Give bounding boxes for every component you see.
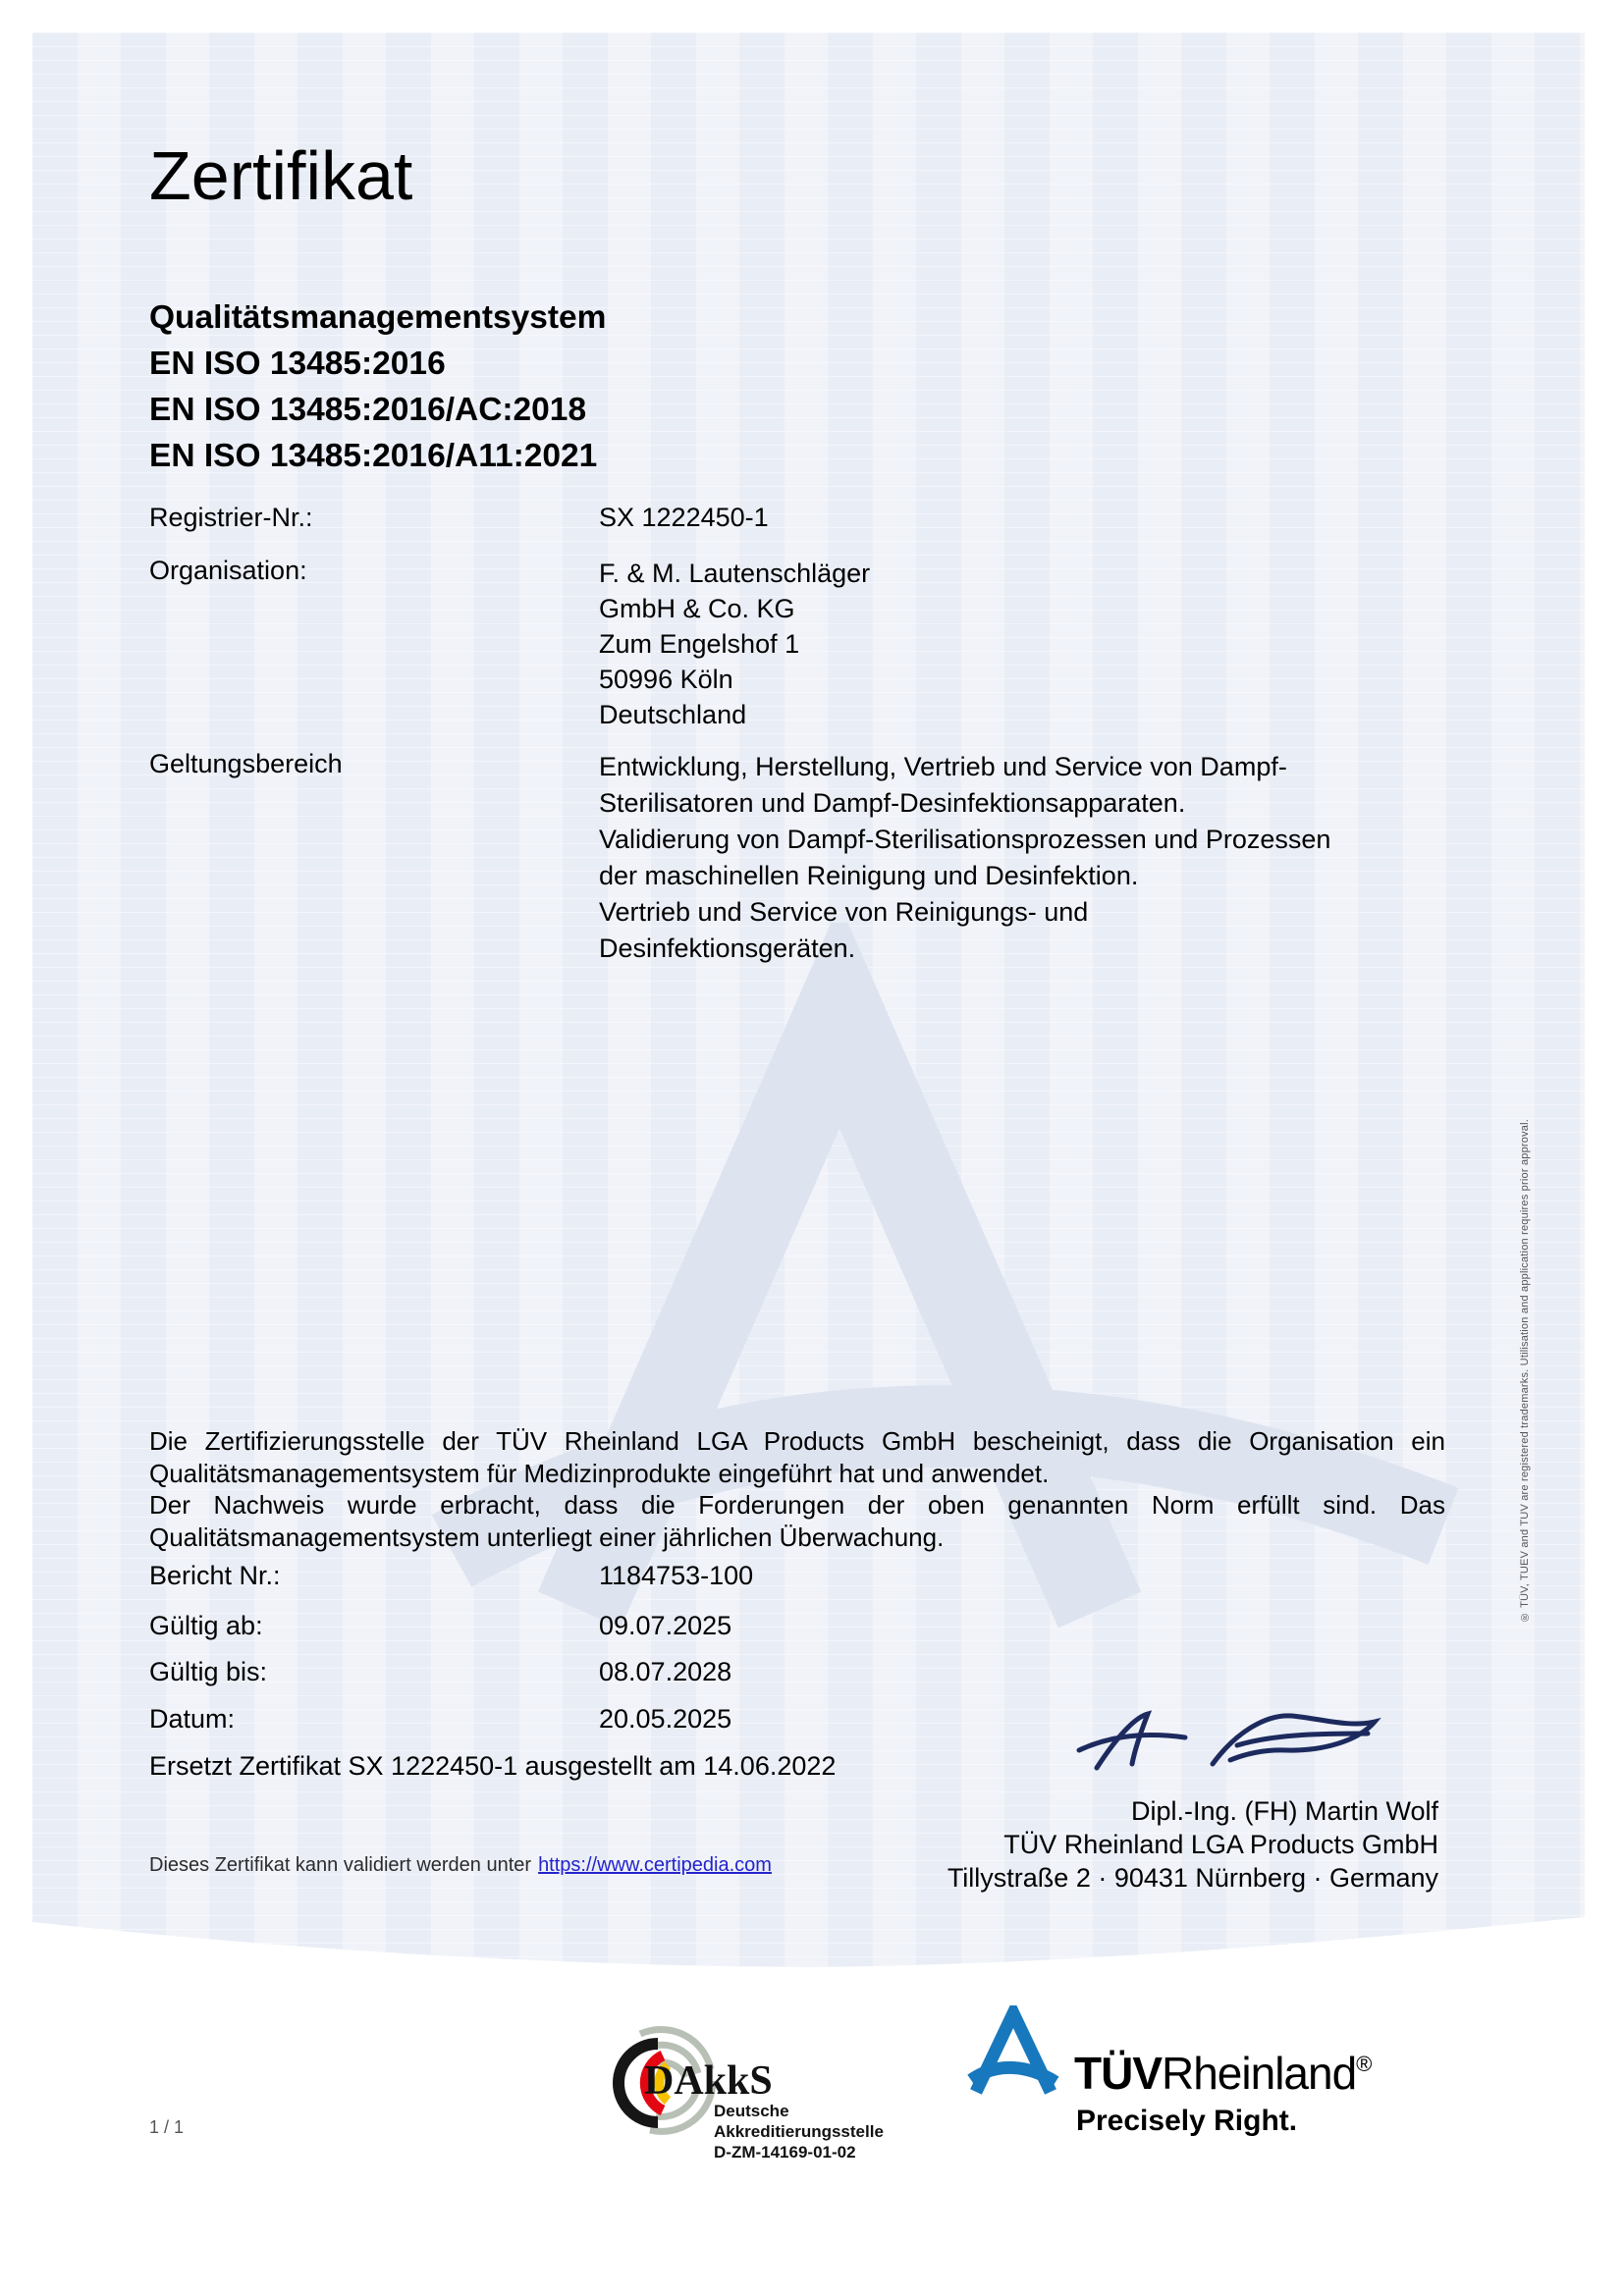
dakks-subtitle-line1: Deutsche: [714, 2102, 789, 2120]
organisation-address: [599, 556, 870, 732]
registry-value: SX 1222450-1: [599, 503, 769, 532]
validation-text: Dieses Zertifikat kann validiert werden unter: [149, 1854, 532, 1876]
issue-date-value: 20.05.2025: [599, 1704, 732, 1734]
trademark-side-note: ® TÜV, TUEV and TUV are registered trademarks. Utilisation and application requires prior approval.: [1519, 1119, 1531, 1624]
standards-heading: Qualitätsmanagementsystem: [149, 299, 607, 336]
tuv-name: Rheinland: [1162, 2048, 1357, 2099]
signer-company: TÜV Rheinland LGA Products GmbH: [1003, 1830, 1438, 1859]
validation-line: [149, 1854, 772, 1877]
standards-block: [149, 294, 606, 479]
valid-until-value: 08.07.2028: [599, 1657, 732, 1686]
valid-from-value: 09.07.2025: [599, 1611, 732, 1640]
organisation-label: Organisation:: [149, 556, 307, 585]
dakks-accreditation-number: D-ZM-14169-01-02: [714, 2143, 856, 2162]
dakks-wordmark: DAkkS: [644, 2058, 773, 2104]
organisation-line: F. & M. Lautenschläger: [599, 559, 871, 588]
page-title: Zertifikat: [149, 137, 413, 214]
tuv-triangle-watermark: [422, 923, 1463, 1708]
scope-line: Validierung von Dampf-Sterilisationsprozessen und Prozessen: [599, 825, 1331, 854]
tuv-rheinland-triangle-icon: [966, 2005, 1060, 2108]
statement-paragraph: Der Nachweis wurde erbracht, dass die Forderungen der oben genannten Norm erfüllt sind. Das Qualitätsmanagementsystem unterliegt einer jährlichen Überwachung.: [149, 1490, 1445, 1552]
scope-label: Geltungsbereich: [149, 749, 343, 778]
replacement-note: Ersetzt Zertifikat SX 1222450-1 ausgestellt am 14.06.2022: [149, 1751, 837, 1781]
certipedia-link[interactable]: https://www.certipedia.com: [538, 1854, 772, 1876]
organisation-line: GmbH & Co. KG: [599, 594, 795, 623]
dakks-subtitle-line2: Akkreditierungsstelle: [714, 2122, 884, 2141]
valid-from-label: Gültig ab:: [149, 1611, 263, 1640]
scope-line: Sterilisatoren und Dampf-Desinfektionsapparaten.: [599, 788, 1186, 818]
report-number-value: 1184753-100: [599, 1561, 754, 1590]
signer-block: [884, 1794, 1438, 1895]
registry-label: Registrier-Nr.:: [149, 503, 313, 532]
standard-line: EN ISO 13485:2016: [149, 346, 446, 382]
scope-line: Entwicklung, Herstellung, Vertrieb und Service von Dampf-: [599, 752, 1287, 781]
standard-line: EN ISO 13485:2016/AC:2018: [149, 392, 587, 428]
paper-bottom-wave: [32, 1885, 1585, 1975]
statement-paragraph: Die Zertifizierungsstelle der TÜV Rheinland LGA Products GmbH bescheinigt, dass die Organisation ein Qualitätsmanagementsystem für Medizinprodukte eingeführt hat und anwendet.: [149, 1426, 1445, 1488]
issue-date-label: Datum:: [149, 1704, 236, 1734]
organisation-line: 50996 Köln: [599, 665, 733, 694]
certification-statement: [149, 1425, 1445, 1553]
scope-text: [599, 749, 1330, 967]
standard-line: EN ISO 13485:2016/A11:2021: [149, 438, 598, 474]
organisation-line: Zum Engelshof 1: [599, 629, 800, 659]
signer-address: Tillystraße 2 · 90431 Nürnberg · Germany: [947, 1863, 1438, 1893]
tuv-abbrev: TÜV: [1074, 2048, 1162, 2099]
report-number-label: Bericht Nr.:: [149, 1561, 281, 1590]
scope-line: Vertrieb und Service von Reinigungs- und: [599, 897, 1089, 927]
signature-stroke: [1075, 1705, 1389, 1789]
valid-until-label: Gültig bis:: [149, 1657, 268, 1686]
organisation-line: Deutschland: [599, 700, 747, 729]
registered-mark: ®: [1356, 2052, 1373, 2076]
page-indicator: 1 / 1: [149, 2117, 185, 2137]
scope-line: Desinfektionsgeräten.: [599, 934, 856, 963]
tuv-rheinland-wordmark: [1074, 2047, 1372, 2100]
tuv-tagline: Precisely Right.: [1076, 2105, 1298, 2137]
scope-line: der maschinellen Reinigung und Desinfektion.: [599, 861, 1139, 890]
signer-name: Dipl.-Ing. (FH) Martin Wolf: [1130, 1796, 1438, 1826]
